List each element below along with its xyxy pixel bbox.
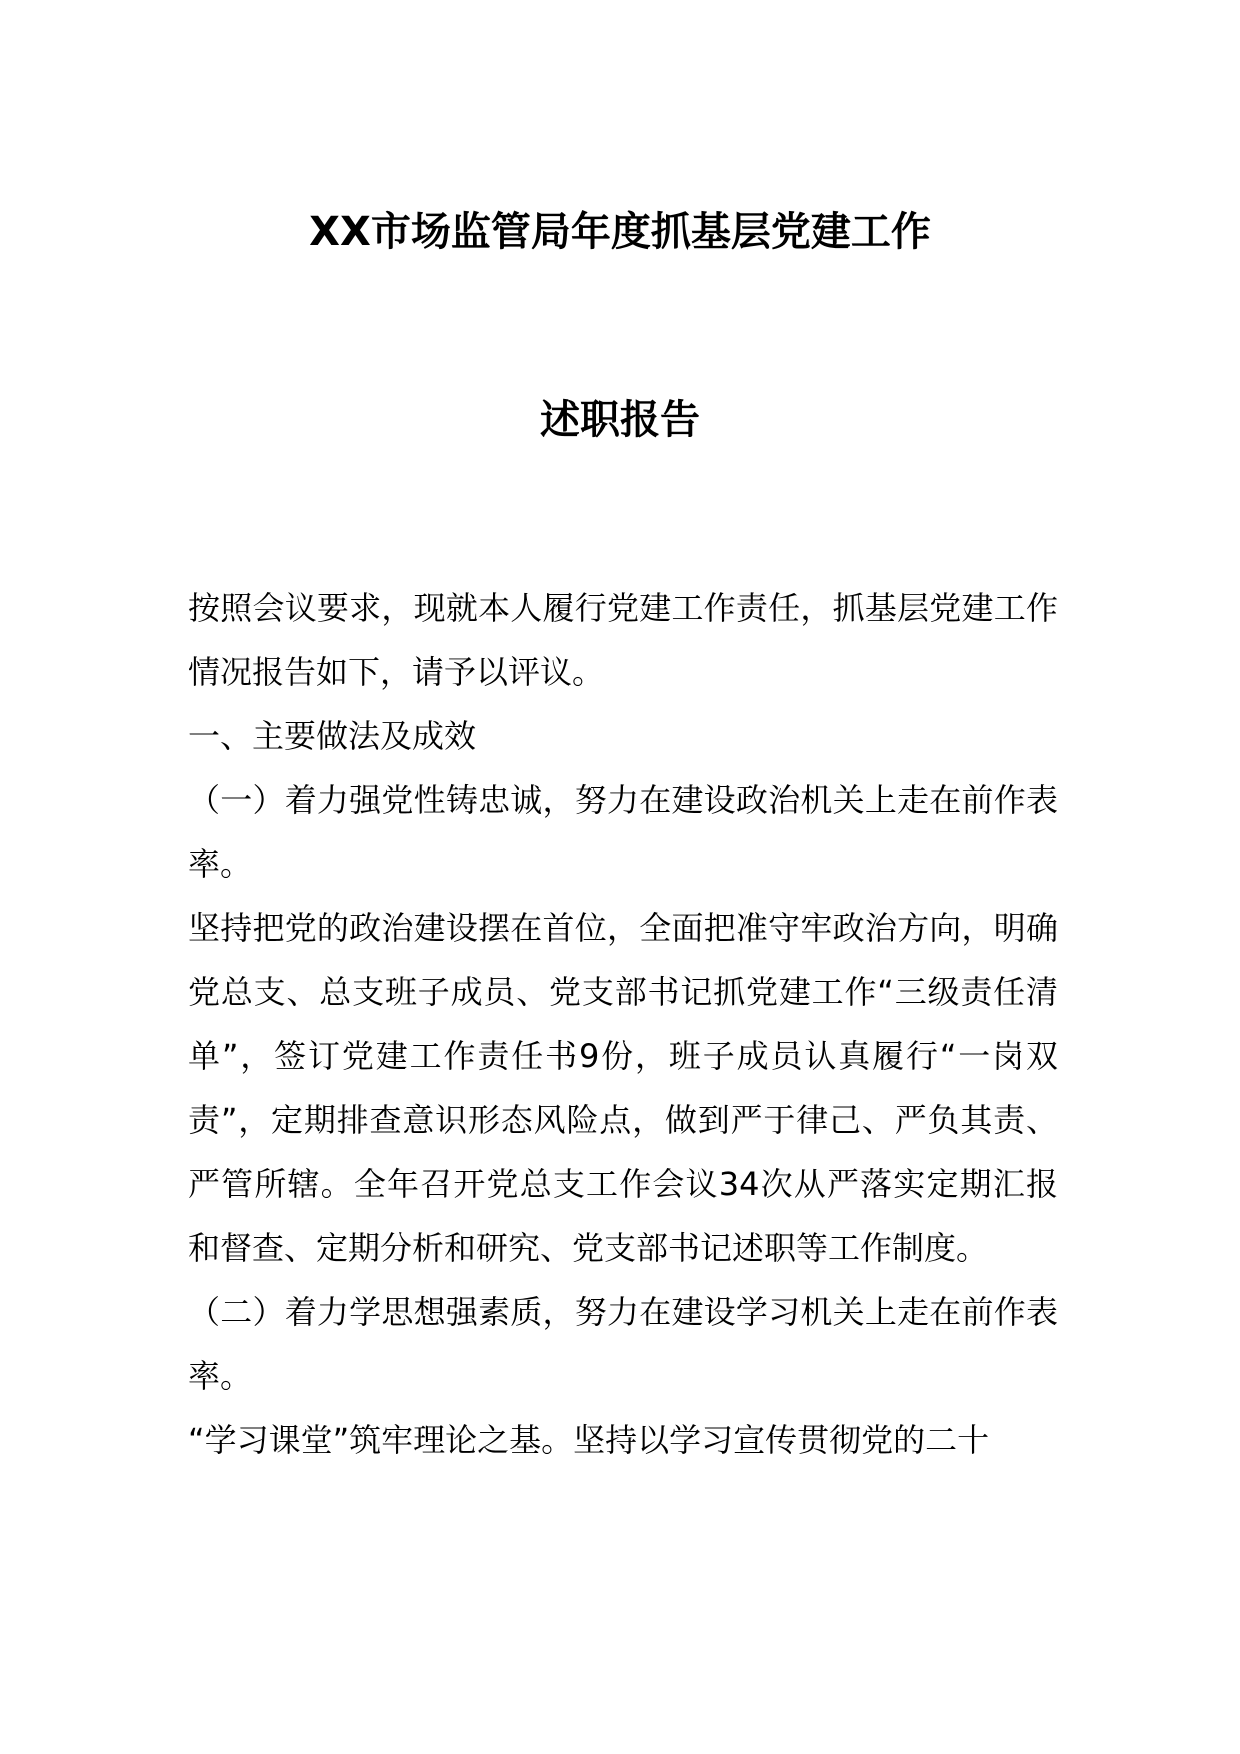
paragraph-political-building: 坚持把党的政治建设摆在首位，全面把准守牢政治方向，明确党总支、总支班子成员、党支部书记抓党建工作“三级责任清单”，签订党建工作责任书9份，班子成员认真履行“一岗双责”，定期排查意识形态风险点，做到严于律己、严负其责、严管所辖。全年召开党总支工作会议34次从严落实定期汇报和督查、定期分析和研究、党支部书记述职等工作制度。 bbox=[188, 909, 1058, 1267]
paragraph-intro: 按照会议要求，现就本人履行党建工作责任，抓基层党建工作情况报告如下，请予以评议。 bbox=[188, 589, 1058, 691]
document-title-line-1: XX市场监管局年度抓基层党建工作 bbox=[309, 209, 931, 255]
subsection-heading-2: （二）着力学思想强素质，努力在建设学习机关上走在前作表率。 bbox=[188, 1293, 1058, 1395]
document-title-line-2: 述职报告 bbox=[540, 397, 700, 443]
subsection-heading-1: （一）着力强党性铸忠诚，努力在建设政治机关上走在前作表率。 bbox=[188, 781, 1058, 883]
section-heading-1: 一、主要做法及成效 bbox=[188, 717, 477, 755]
paragraph-study-classroom: “学习课堂”筑牢理论之基。坚持以学习宣传贯彻党的二十 bbox=[188, 1421, 990, 1459]
document-body bbox=[188, 576, 1058, 1472]
